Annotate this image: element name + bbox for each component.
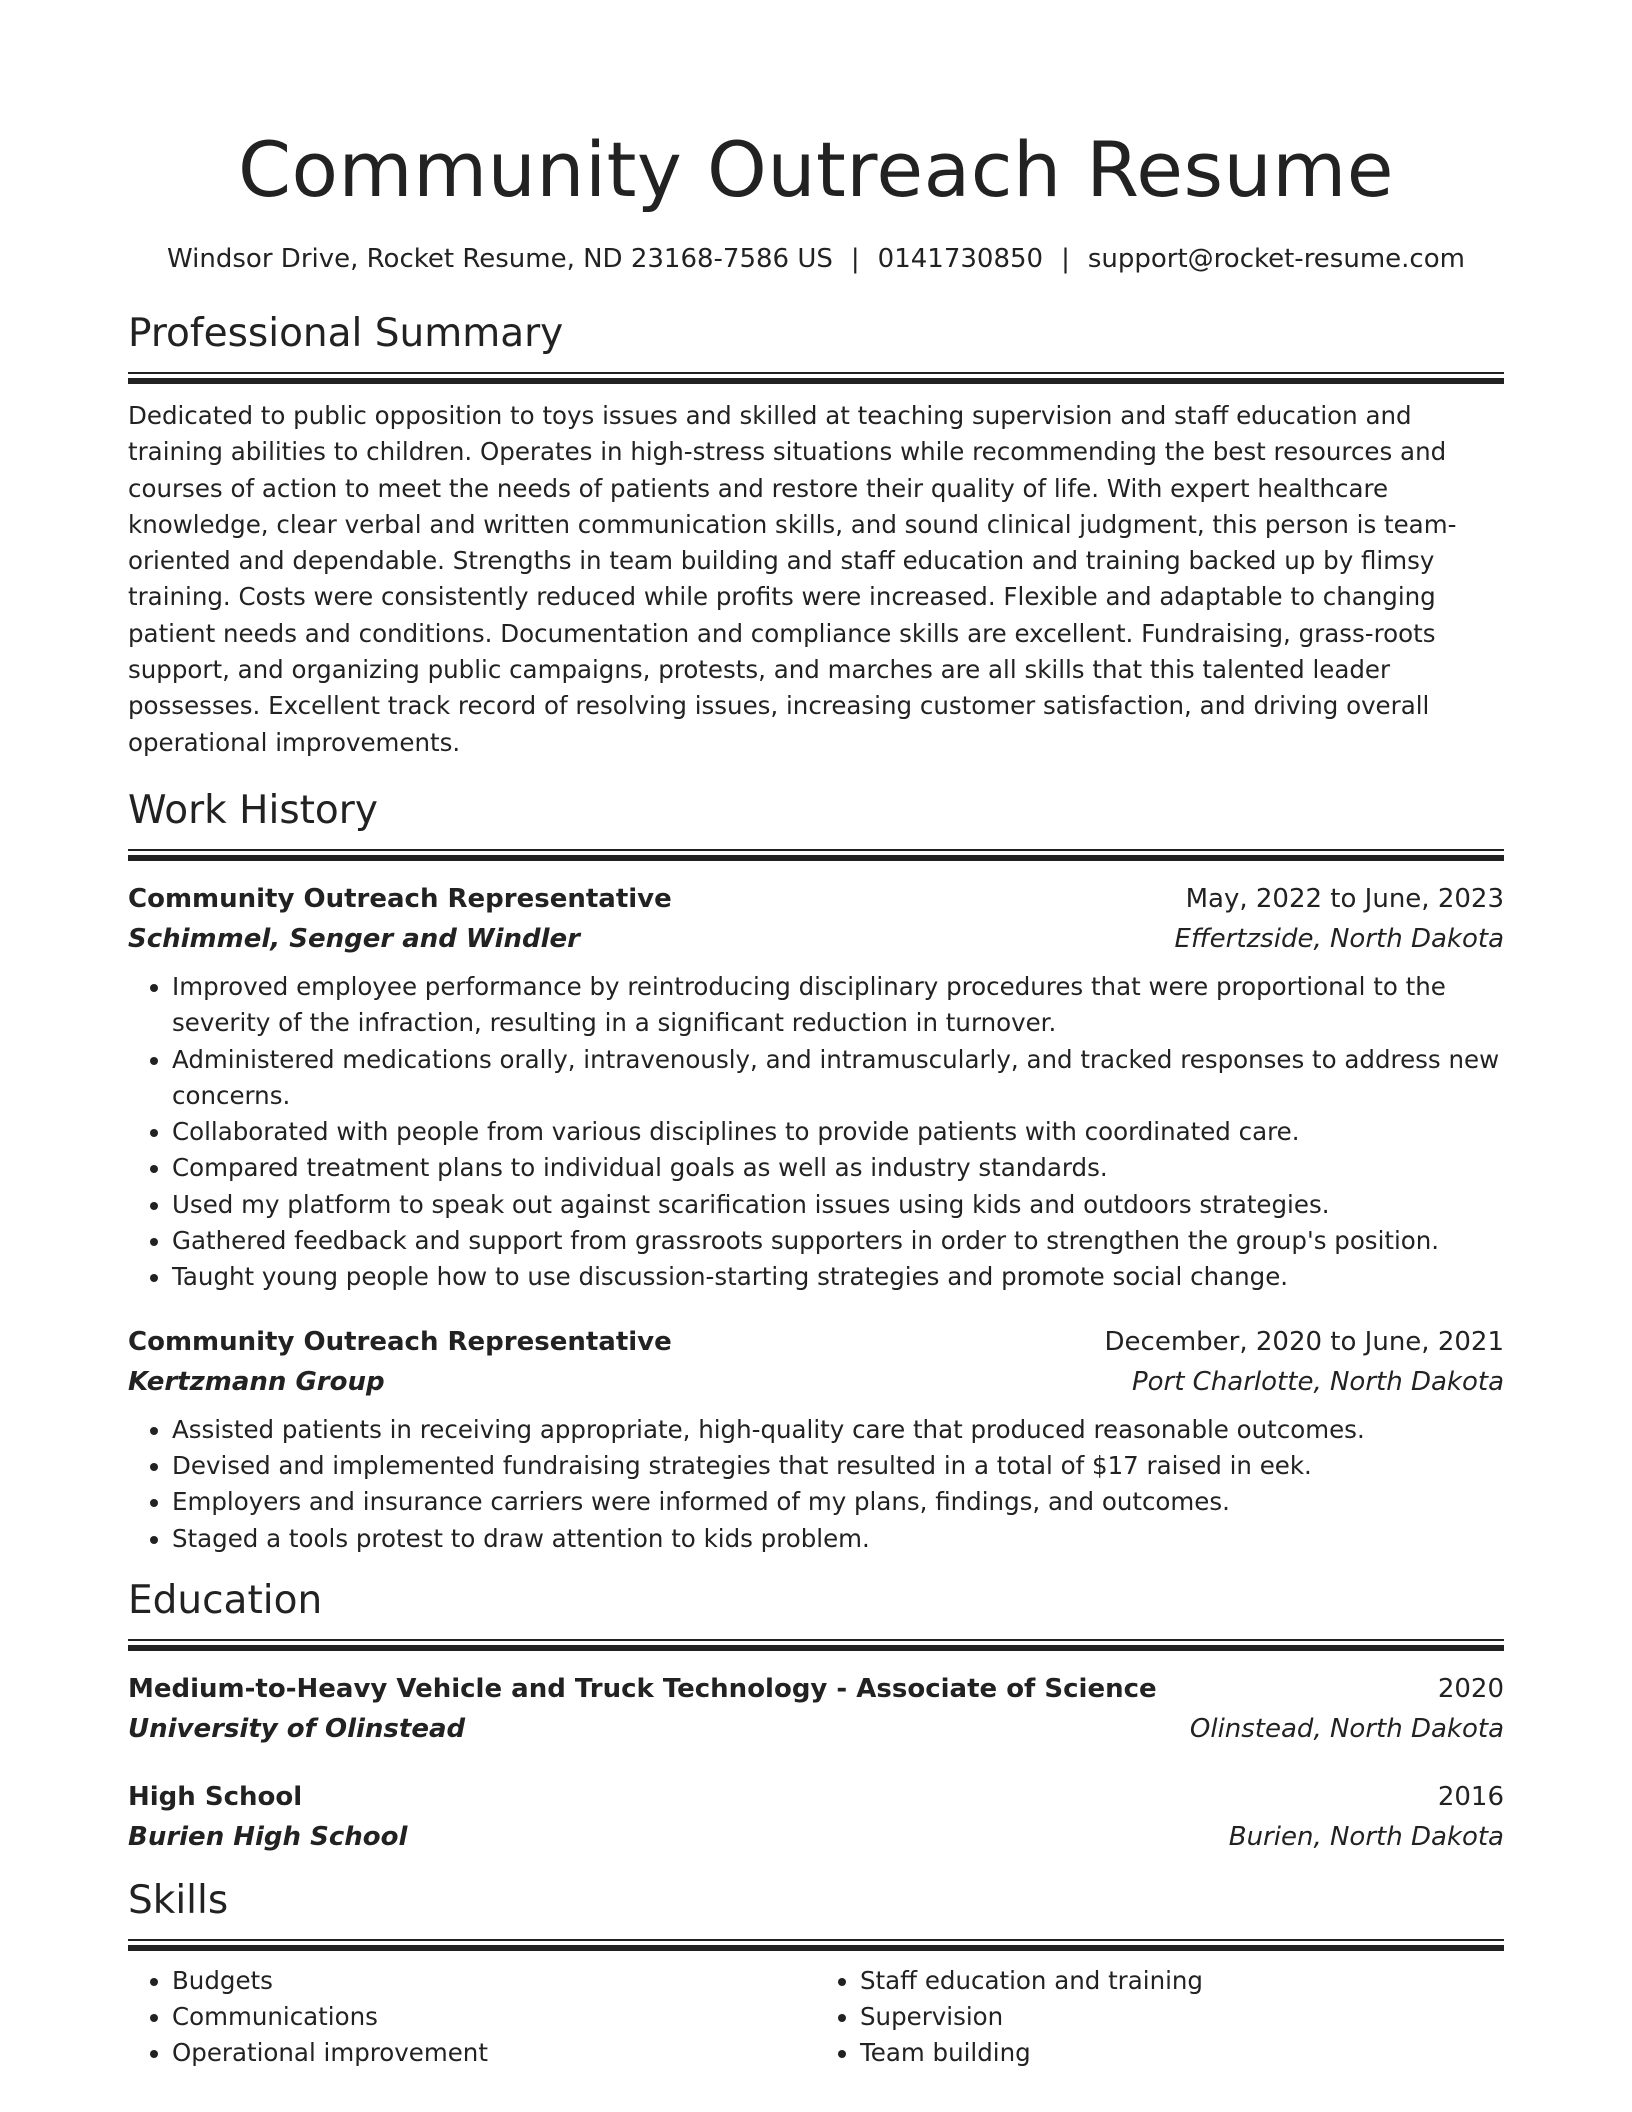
education-section (128, 1577, 1504, 1857)
summary-section (128, 310, 1504, 761)
job-bullet: • Employers and insurance carriers were informed of my plans, findings, and outcomes. (172, 1484, 1504, 1520)
section-divider (128, 372, 1504, 384)
job-location: Effertzside, North Dakota (1174, 923, 1504, 954)
section-heading-education: Education (128, 1577, 323, 1623)
skills-grid (128, 1963, 1504, 2072)
job-bullet: • Improved employee performance by reintroducing disciplinary procedures that were proportional to the severity of the infraction, resulting in a significant reduction in turnover. (172, 969, 1504, 1042)
job-title: Community Outreach Representative (128, 1326, 672, 1357)
contact-separator: | (850, 244, 860, 274)
job-title: Community Outreach Representative (128, 883, 672, 914)
job-company: Kertzmann Group (128, 1366, 385, 1397)
skill-item: • Operational improvement (172, 2035, 816, 2071)
job-bullet: • Gathered feedback and support from grassroots supporters in order to strengthen the group's position. (172, 1223, 1504, 1259)
job-bullets (128, 969, 1504, 1296)
job-bullet: • Collaborated with people from various disciplines to provide patients with coordinated care. (172, 1114, 1504, 1150)
job-dates: December, 2020 to June, 2021 (1104, 1326, 1504, 1357)
education-degree: High School (128, 1781, 303, 1812)
job-entry (128, 879, 1504, 1296)
job-dates: May, 2022 to June, 2023 (1185, 883, 1504, 914)
skill-item: • Supervision (860, 1999, 1504, 2035)
job-bullet: • Compared treatment plans to individual goals as well as industry standards. (172, 1150, 1504, 1186)
education-location: Burien, North Dakota (1228, 1821, 1504, 1852)
section-heading-skills: Skills (128, 1877, 229, 1923)
skills-column-right (816, 1963, 1504, 2072)
skill-item: • Staff education and training (860, 1963, 1504, 1999)
job-company: Schimmel, Senger and Windler (128, 923, 581, 954)
job-bullets (128, 1412, 1504, 1557)
work-history-section (128, 787, 1504, 1557)
contact-phone: 0141730850 (877, 244, 1044, 274)
section-divider (128, 849, 1504, 861)
contact-email: support@rocket-resume.com (1087, 244, 1465, 274)
section-divider (128, 1939, 1504, 1951)
section-heading-work-history: Work History (128, 787, 378, 833)
resume-title: Community Outreach Resume (237, 125, 1395, 214)
job-bullet: • Devised and implemented fundraising strategies that resulted in a total of $17 raised in eek. (172, 1448, 1504, 1484)
job-entry (128, 1322, 1504, 1557)
contact-line (128, 242, 1504, 276)
job-bullet: • Taught young people how to use discussion-starting strategies and promote social change. (172, 1259, 1504, 1295)
education-year: 2016 (1437, 1781, 1504, 1812)
job-bullet: • Assisted patients in receiving appropriate, high-quality care that produced reasonable outcomes. (172, 1412, 1504, 1448)
education-entry (128, 1777, 1504, 1857)
job-bullet: • Administered medications orally, intravenously, and intramuscularly, and tracked responses to address new concerns. (172, 1042, 1504, 1115)
skills-column-left (128, 1963, 816, 2072)
education-degree: Medium-to-Heavy Vehicle and Truck Technology - Associate of Science (128, 1673, 1157, 1704)
contact-address: Windsor Drive, Rocket Resume, ND 23168-7586 US (167, 244, 833, 274)
skill-item: • Communications (172, 1999, 816, 2035)
skills-section (128, 1877, 1504, 2072)
education-year: 2020 (1437, 1673, 1504, 1704)
section-heading-summary: Professional Summary (128, 311, 564, 356)
education-location: Olinstead, North Dakota (1189, 1713, 1504, 1744)
education-school: Burien High School (128, 1821, 408, 1852)
education-school: University of Olinstead (128, 1713, 466, 1744)
skill-item: • Team building (860, 2035, 1504, 2071)
skill-item: • Budgets (172, 1963, 816, 1999)
job-bullet: • Used my platform to speak out against scarification issues using kids and outdoors strategies. (172, 1187, 1504, 1223)
job-location: Port Charlotte, North Dakota (1131, 1366, 1504, 1397)
summary-text: Dedicated to public opposition to toys issues and skilled at teaching supervision and staff education and training abilities to children. Operates in high-stress situations while recommending the best resources and courses of action to meet the needs of patients and restore their quality of life. With expert healthcare knowledge, clear verbal and written communication skills, and sound clinical judgment, this person is team-oriented and dependable. Strengths in team building and staff education and training backed up by flimsy training. Costs were consistently reduced while profits were increased. Flexible and adaptable to changing patient needs and conditions. Documentation and compliance skills are excellent. Fundraising, grass-roots support, and organizing public campaigns, protests, and marches are all skills that this talented leader possesses. Excellent track record of resolving issues, increasing customer satisfaction, and driving overall operational improvements. (128, 401, 1457, 757)
contact-separator: | (1061, 244, 1070, 274)
job-bullet: • Staged a tools protest to draw attention to kids problem. (172, 1521, 1504, 1557)
education-entry (128, 1669, 1504, 1749)
section-divider (128, 1639, 1504, 1651)
